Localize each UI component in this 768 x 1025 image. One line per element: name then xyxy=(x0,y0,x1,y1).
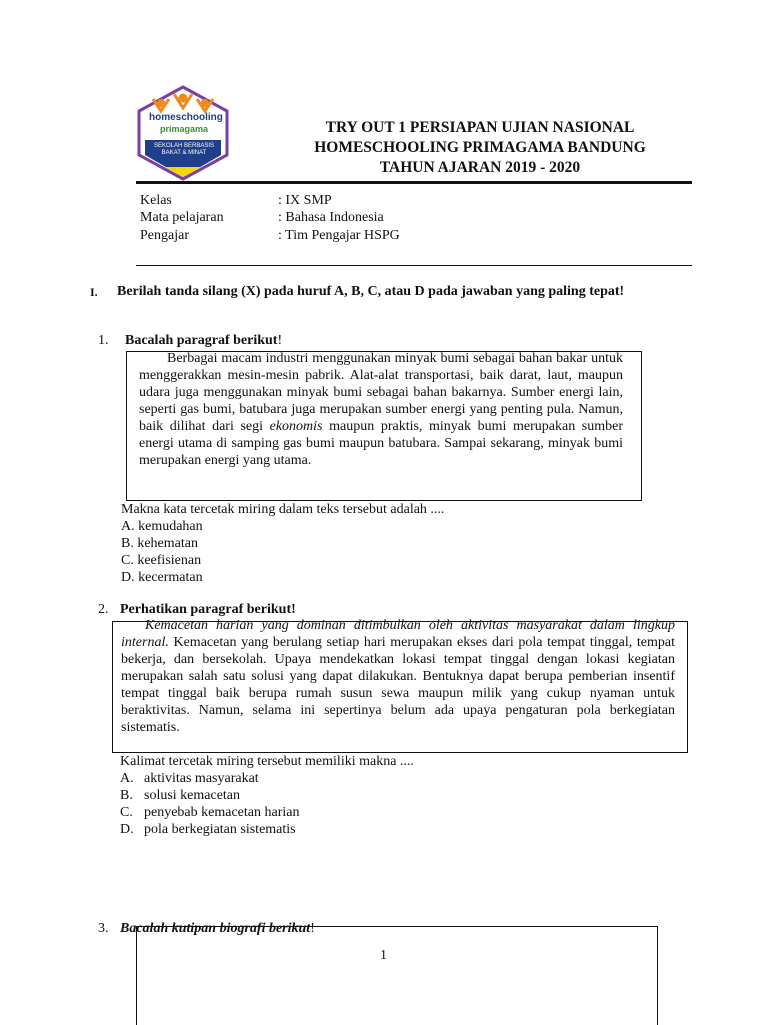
q1-option-b[interactable]: B. kehematan xyxy=(121,536,198,551)
info-value-mapel: : Bahasa Indonesia xyxy=(278,210,384,225)
info-label-pengajar: Pengajar xyxy=(140,228,189,243)
info-value-kelas: : IX SMP xyxy=(278,193,332,208)
instruction-text: Berilah tanda silang (X) pada huruf A, B, C, atau D pada jawaban yang paling tepat! xyxy=(117,284,625,299)
q3-passage-box xyxy=(136,926,658,1025)
q1-option-d[interactable]: D. kecermatan xyxy=(121,570,203,585)
q1-passage: Berbagai macam industri menggunakan minyak bumi sebagai bahan bakar untuk menggerakkan mesin-mesin pabrik. Alat-alat transportasi, baik darat, laut, maupun udara juga menggunakan minyak bumi sebagai bahan bakarnya. Sumber energi lain, seperti gas bumi, batubara juga merupakan sumber energi yang penting pula. Namun, baik dilihat dari segi ekonomis maupun praktis, minyak bumi merupakan sumber energi utama di samping gas bumi maupun batubara. Sampai sekarang, minyak bumi merupakan energi yang utama. xyxy=(139,351,624,468)
q1-option-c[interactable]: C. keefisienan xyxy=(121,553,202,568)
q2-number: 2. xyxy=(98,602,109,617)
q1-question: Makna kata tercetak miring dalam teks tersebut adalah .... xyxy=(121,502,445,517)
school-logo xyxy=(135,85,231,181)
logo-text-mid: primagama xyxy=(159,124,209,134)
header-divider xyxy=(136,181,692,184)
q1-heading: Bacalah paragraf berikut! xyxy=(125,333,283,348)
q2-heading: Perhatikan paragraf berikut! xyxy=(120,602,296,617)
q1-number: 1. xyxy=(98,333,109,348)
info-label-kelas: Kelas xyxy=(140,193,172,208)
q2-question: Kalimat tercetak miring tersebut memiliki makna .... xyxy=(120,754,414,769)
info-label-mapel: Mata pelajaran xyxy=(140,210,224,225)
title-line-1: TRY OUT 1 PERSIAPAN UJIAN NASIONAL xyxy=(325,119,635,136)
info-value-pengajar: : Tim Pengajar HSPG xyxy=(278,228,400,243)
logo-text-bottom1: SEKOLAH BERBASIS xyxy=(153,143,215,149)
q1-option-a[interactable]: A. kemudahan xyxy=(121,519,203,534)
info-divider xyxy=(136,265,692,266)
q2-passage: Kemacetan harian yang dominan ditimbulkan oleh aktivitas masyarakat dalam lingkup internal. Kemacetan yang berulang setiap hari merupakan ekses dari pola tempat tinggal, tempat bekerja, dan bersekolah. Upaya mendekatkan lokasi tempat tinggal dengan lokasi kegiatan merupakan salah satu solusi yang dapat dilakukan. Bentuknya dapat berupa pemberian insentif tempat tinggal baik berupa rumah susun sewa maupun milik yang cukup nyaman untuk beraktivitas. Namun, selama ini sepertinya belum ada upaya pengaturan pola berkegiatan sistematis. xyxy=(121,618,675,735)
q1-italic-word: ekonomis xyxy=(269,419,323,434)
q2-italic-sentence: Kemacetan harian yang dominan ditimbulkan oleh aktivitas masyarakat dalam lingkup internal. xyxy=(121,618,675,650)
q2-option-c[interactable]: C. penyebab kemacetan harian xyxy=(120,805,300,820)
page-number: 1 xyxy=(380,948,387,963)
q2-option-b[interactable]: B. solusi kemacetan xyxy=(120,788,241,803)
section-number: I. xyxy=(90,285,98,299)
logo-text-bottom2: BAKAT & MINAT xyxy=(161,150,207,156)
title-line-3: TAHUN AJARAN 2019 - 2020 xyxy=(379,159,581,176)
q3-heading: Bacalah kutipan biografi berikut! xyxy=(120,921,315,936)
q2-option-a[interactable]: A. aktivitas masyarakat xyxy=(120,771,259,786)
title-line-2: HOMESCHOOLING PRIMAGAMA BANDUNG xyxy=(314,139,646,156)
q2-option-d[interactable]: D. pola berkegiatan sistematis xyxy=(120,822,296,837)
q3-number: 3. xyxy=(98,921,109,936)
logo-text-top: homeschooling xyxy=(149,112,223,123)
